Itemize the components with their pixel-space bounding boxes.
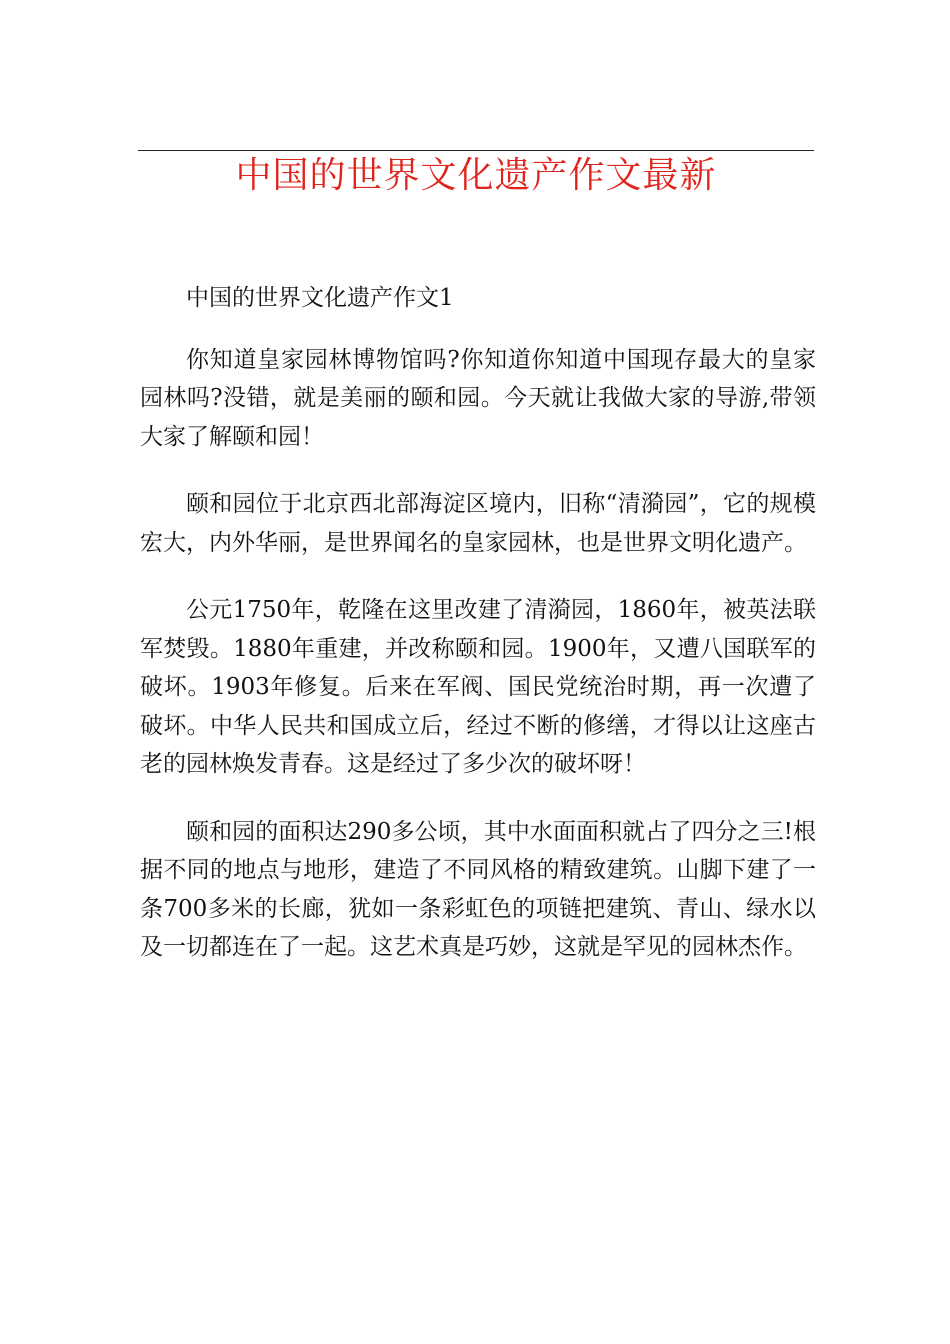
paragraph-4: 颐和园的面积达290多公顷，其中水面面积就占了四分之三!根据不同的地点与地形，建造了不同风格的精致建筑。山脚下建了一条700多米的长廊，犹如一条彩虹色的项链把建筑、青山、绿水以及一切都连在了一起。这艺术真是巧妙，这就是罕见的园林杰作。 [140,818,816,960]
document-body [140,279,816,996]
header-rule [138,150,814,151]
paragraph-1: 你知道皇家园林博物馆吗?你知道你知道中国现存最大的皇家园林吗?没错，就是美丽的颐和园。今天就让我做大家的导游,带领大家了解颐和园！ [140,346,816,450]
document-title: 中国的世界文化遗产作文最新 [235,155,717,196]
paragraph-2: 颐和园位于北京西北部海淀区境内，旧称“清漪园”，它的规模宏大，内外华丽，是世界闻名的皇家园林，也是世界文明化遗产。 [140,491,816,556]
paragraph-3: 公元1750年，乾隆在这里改建了清漪园，1860年，被英法联军焚毁。1880年重建，并改称颐和园。1900年，又遭八国联军的破坏。1903年修复。后来在军阀、国民党统治时期，再一次遭了破坏。中华人民共和国成立后，经过不断的修缮，才得以让这座古老的园林焕发青春。这是经过了多少次的破坏呀！ [140,597,816,777]
section-heading: 中国的世界文化遗产作文1 [186,285,454,311]
